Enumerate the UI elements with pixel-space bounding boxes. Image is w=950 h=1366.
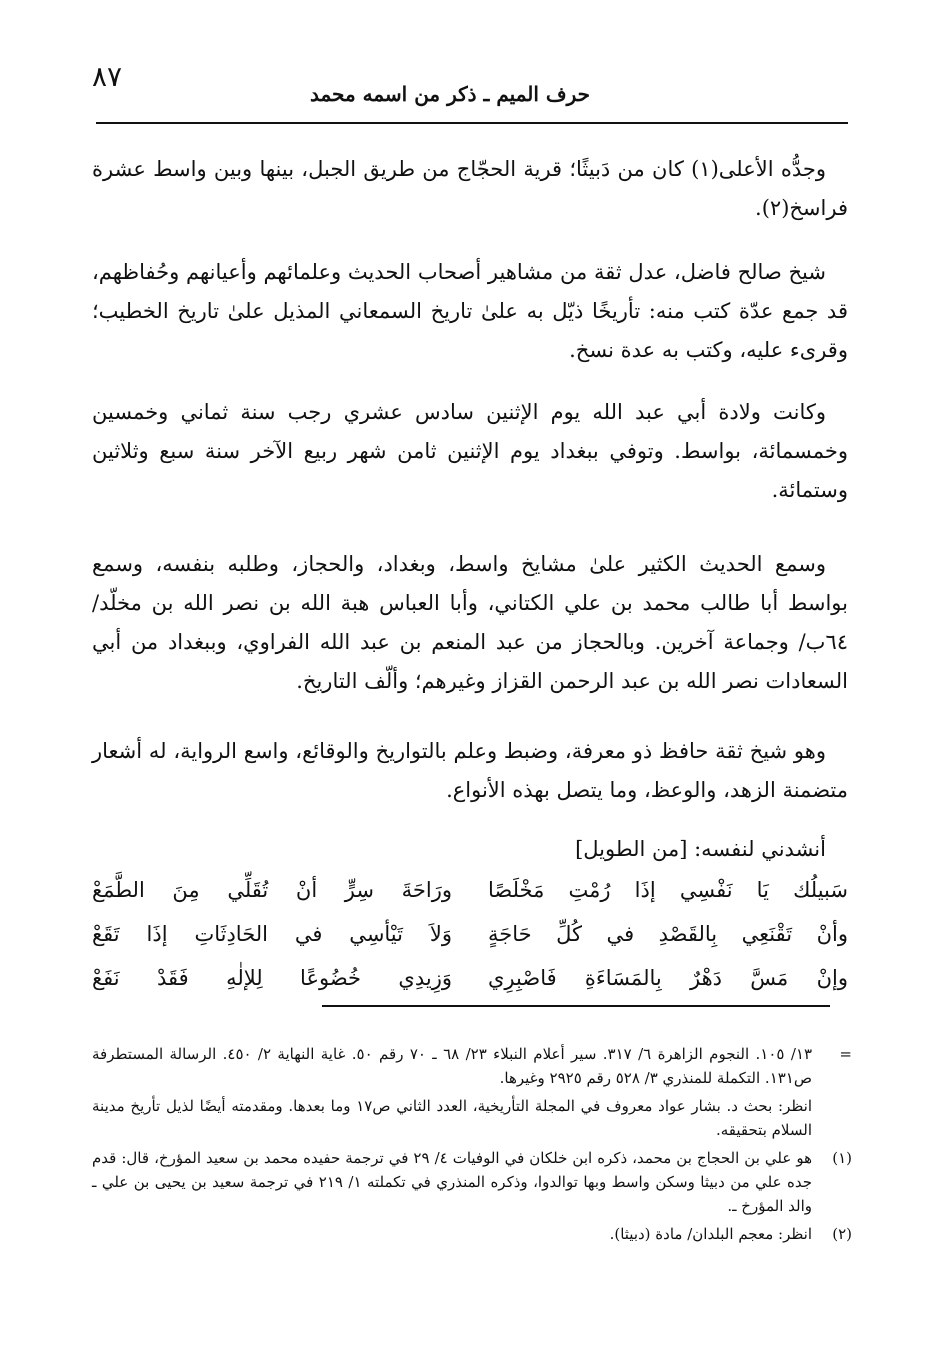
footnote-text: هو علي بن الحجاج بن محمد، ذكره ابن خلكان في الوفيات ٤/ ٢٩ في ترجمة حفيده محمد بن سعيد المؤرخ، قال: قدم جده علي من دبيثا وسكن واسط وبها توالدوا، وذكره المنذري في تكملته ١/ ٢١٩ في ترجمة سعيد بن يحيى بن علي ـ والد المؤرخ ـ.: [92, 1149, 812, 1215]
footnote-2: [92, 1222, 852, 1246]
paragraph-3: [92, 393, 848, 510]
paragraph-text: وهو شيخ ثقة حافظ ذو معرفة، وضبط وعلم بالتواريخ والوقائع، واسع الرواية، له أشعار متضمنة الزهد، والوعظ، وما يتصل بهذه الأنواع.: [92, 739, 848, 802]
paragraph-text: شيخ صالح فاضل، عدل ثقة من مشاهير أصحاب الحديث وعلمائهم وأعيانهم وحُفاظهم، قد جمع عدّة كتب منه: تأريخًا ذيّل به علىٰ تاريخ السمعاني المذيل علىٰ تاريخ الخطيب؛ وقرىء عليه، وكتب به عدة نسخ.: [92, 260, 848, 362]
footnote-text: ١٣/ ١٠٥. النجوم الزاهرة ٦/ ٣١٧. سير أعلام النبلاء ٢٣/ ٦٨ ـ ٧٠ رقم ٥٠. غاية النهاية ٢/ ٤٥٠. الرسالة المستطرفة ص١٣١. التكملة للمنذري ٣/ ٥٢٨ رقم ٢٩٢٥ وغيرها.: [92, 1045, 813, 1087]
verse-first-hemistich: سَبيلُك يَا نَفْسِي إذَا رُمْتِ مَخْلَصًا: [488, 878, 848, 902]
paragraph-text: وكانت ولادة أبي عبد الله يوم الإثنين سادس عشري رجب سنة ثماني وخمسين وخمسمائة، بواسط. وتوفي ببغداد يوم الإثنين ثامن شهر ربيع الآخر سنة سبع وثلاثين وستمائة.: [92, 400, 848, 502]
header-rule: [96, 122, 848, 124]
footnote-rule: [322, 1005, 830, 1007]
running-head: حرف الميم ـ ذكر من اسمه محمد: [309, 82, 590, 106]
footnote-continuation-mark: =: [839, 1045, 852, 1063]
page-number: ٨٧: [92, 60, 123, 93]
paragraph-5: [92, 732, 848, 810]
verse-line: [92, 956, 848, 1000]
paragraph-1: [92, 150, 848, 228]
footnote-text: انظر: بحث د. بشار عواد معروف في المجلة التأريخية، العدد الثاني ص١٧ وما بعدها. ومقدمته أيضًا لذيل تأريخ مدينة السلام بتحقيقه.: [92, 1097, 812, 1139]
poem: [92, 868, 848, 1000]
paragraph-text: أنشدني لنفسه: [من الطويل]: [575, 837, 826, 861]
footnotes: [92, 1042, 852, 1250]
paragraph-2: [92, 253, 848, 370]
verse-second-hemistich: وَلاَ تَيْأسِي في الحَادِثَاتِ إذَا تَقَعْ: [92, 922, 452, 946]
verse-line: [92, 912, 848, 956]
footnote-marker: (٢): [832, 1225, 852, 1243]
verse-second-hemistich: ورَاحَةَ سِرٍّ أنْ تُقَلِّي مِنَ الطَّمَعْ: [92, 878, 452, 902]
footnote-1: [92, 1146, 852, 1218]
poem-intro: [92, 830, 848, 869]
verse-first-hemistich: وأنْ تَقْنَعِي بِالقَصْدِ في كُلِّ حَاجَةٍ: [488, 922, 848, 946]
footnote-marker: (١): [832, 1149, 852, 1167]
verse-second-hemistich: وَزِيدِي خُضُوعًا لِلإلٰهِ فَقَدْ نَفَعْ: [92, 966, 452, 990]
verse-first-hemistich: وإنْ مَسَّ دَهْرٌ بِالمَسَاءَةِ فَاصْبِرِي: [488, 966, 848, 990]
footnote-text: انظر: معجم البلدان/ مادة (دبيثا).: [609, 1225, 812, 1243]
footnote-continuation: [92, 1042, 852, 1090]
paragraph-text: وجدُّه الأعلى(١) كان من دَبيثًا؛ قرية الحجّاج من طريق الجبل، بينها وبين واسط عشرة فراسخ(٢).: [92, 157, 848, 220]
paragraph-text: وسمع الحديث الكثير علىٰ مشايخ واسط، وبغداد، والحجاز، وطلبه بنفسه، وسمع بواسط أبا طالب محمد بن علي الكتاني، وأبا العباس هبة الله بن نصر الله بن مخلّد/ ٦٤ب/ وجماعة آخرين. وبالحجاز من عبد المنعم بن عبد الله الفراوي، وببغداد من أبي السعادات نصر الله بن عبد الرحمن القزاز وغيرهم؛ وألّف التاريخ.: [92, 552, 848, 693]
paragraph-4: [92, 545, 848, 701]
verse-line: [92, 868, 848, 912]
